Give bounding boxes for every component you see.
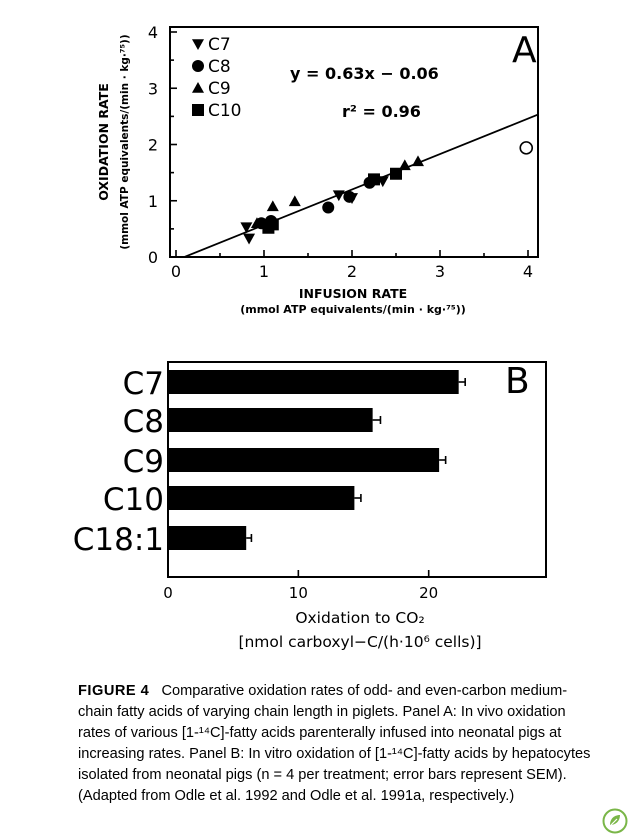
panel-a-scatter-chart <box>96 23 538 316</box>
data-point-c10 <box>390 168 402 180</box>
regression-line <box>185 115 538 257</box>
legend-label-c8: C8 <box>208 57 231 77</box>
category-label: C8 <box>122 404 164 440</box>
x-tick-label: 1 <box>258 262 270 281</box>
data-point-c8 <box>322 202 334 214</box>
legend-label-c10: C10 <box>208 101 242 121</box>
data-point-c8 <box>343 191 355 203</box>
legend-label-c9: C9 <box>208 79 231 99</box>
data-point-outlier <box>520 142 532 154</box>
figure-label: FIGURE 4 <box>78 683 150 699</box>
panel-b-x-axis-units: [nmol carboxyl−C/(h·10⁶ cells)] <box>238 633 482 651</box>
panel-a-y-axis-title: OXIDATION RATE <box>96 83 111 201</box>
y-tick-label: 0 <box>147 248 158 267</box>
leaf-badge-icon <box>602 808 628 834</box>
legend-marker-c10 <box>192 104 204 116</box>
bar-c18-1 <box>168 526 246 550</box>
x-tick-label: 4 <box>522 262 534 281</box>
data-point-c9 <box>289 195 301 206</box>
x-tick-label: 3 <box>434 262 446 281</box>
y-tick-label: 1 <box>147 191 158 211</box>
bar-c7 <box>168 370 459 394</box>
panel-a-x-axis-units: (mmol ATP equivalents/(min · kg·⁷⁵)) <box>240 303 466 316</box>
x-tick-label: 0 <box>170 262 182 281</box>
regression-equation: y = 0.63x − 0.06 <box>290 64 439 83</box>
bar-c9 <box>168 448 439 472</box>
data-point-c10 <box>368 173 380 185</box>
panel-a-y-axis-units: (mmol ATP equivalents/(min · kg·⁷⁵)) <box>119 34 131 250</box>
figure-caption <box>78 681 598 807</box>
legend-marker-c8 <box>192 60 204 72</box>
category-label: C7 <box>122 366 164 402</box>
y-tick-label: 2 <box>147 135 158 155</box>
x-tick-label: 2 <box>346 262 358 281</box>
data-point-c7 <box>240 222 252 233</box>
x-tick-label: 10 <box>288 584 308 602</box>
x-tick-label: 20 <box>419 584 439 602</box>
panel-b-x-axis-title: Oxidation to CO₂ <box>295 609 425 627</box>
bar-c8 <box>168 408 373 432</box>
category-label: C9 <box>122 444 164 480</box>
y-tick-label: 4 <box>147 23 158 42</box>
data-point-c7 <box>243 234 255 245</box>
r-squared-label: r² = 0.96 <box>342 102 421 121</box>
data-point-c10 <box>267 218 279 230</box>
panel-b-bar-chart <box>73 361 546 651</box>
category-label: C10 <box>102 482 164 518</box>
legend-label-c7: C7 <box>208 35 231 55</box>
category-label: C18:1 <box>72 522 164 558</box>
panel-a-x-axis-title: INFUSION RATE <box>298 286 408 301</box>
x-tick-label: 0 <box>163 584 173 602</box>
data-point-c9 <box>267 200 279 211</box>
legend-marker-c7 <box>192 39 204 50</box>
bar-c10 <box>168 486 354 510</box>
caption-text: Comparative oxidation rates of odd- and even-carbon medium-chain fatty acids of varying chain length in piglets. Panel A: In vivo oxidation rates of various [1-¹⁴C]-fatty acids parenterally infused into neonatal pigs at increasing rates. Panel B: In vitro oxidation of [1-¹⁴C]-fatty acids by hepatocytes isolated from neonatal pigs (n = 4 per treatment; error bars represent SEM). (Adapted from Odle et al. 1992 and Odle et al. 1991a, respectively.) <box>78 683 591 804</box>
panel-a-letter: A <box>512 30 537 71</box>
y-tick-label: 3 <box>147 79 158 99</box>
legend-marker-c9 <box>192 82 204 93</box>
panel-b-letter: B <box>505 361 530 402</box>
